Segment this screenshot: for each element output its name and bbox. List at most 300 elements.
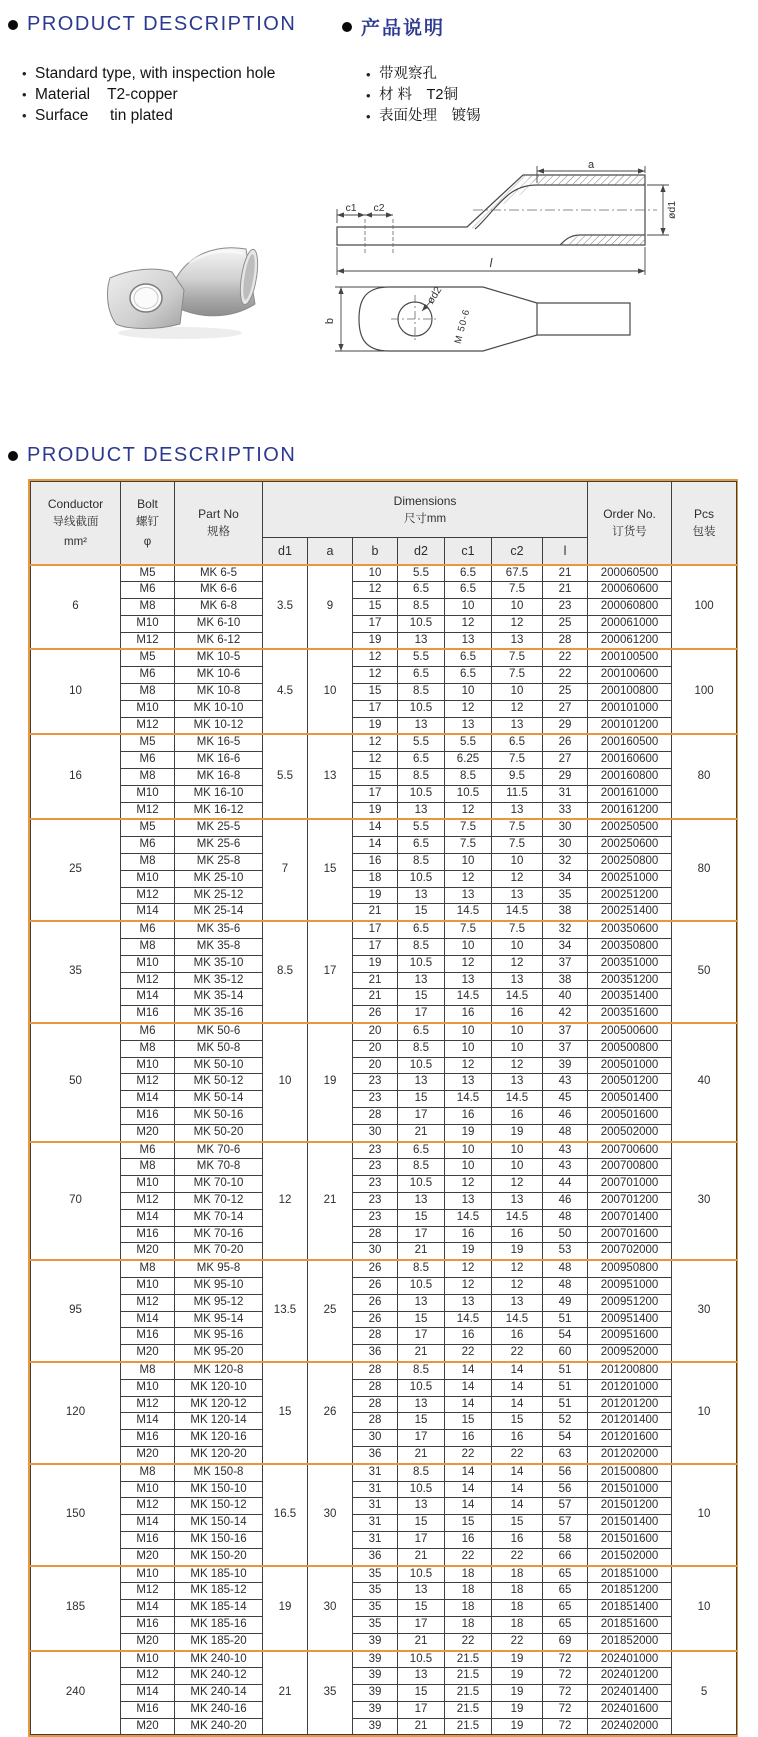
c1-cell: 12 bbox=[445, 1057, 492, 1074]
bolt-cell: M12 bbox=[121, 632, 175, 649]
part-no-cell: MK 10-10 bbox=[175, 700, 263, 717]
l-cell: 48 bbox=[543, 1124, 588, 1141]
spec-table bbox=[30, 481, 737, 1735]
l-cell: 49 bbox=[543, 1294, 588, 1311]
table-row bbox=[31, 1209, 737, 1226]
header-dim-d1: d1 bbox=[263, 538, 308, 565]
part-no-cell: MK 150-20 bbox=[175, 1548, 263, 1565]
c1-cell: 10 bbox=[445, 1142, 492, 1159]
c1-cell: 19 bbox=[445, 1124, 492, 1141]
c2-cell: 18 bbox=[492, 1600, 543, 1617]
l-cell: 21 bbox=[543, 582, 588, 599]
table-row bbox=[31, 769, 737, 786]
c1-cell: 12 bbox=[445, 870, 492, 887]
d2-cell: 8.5 bbox=[398, 1362, 445, 1379]
d2-cell: 13 bbox=[398, 1583, 445, 1600]
b-cell: 12 bbox=[353, 667, 398, 684]
order-no-cell: 201501400 bbox=[588, 1515, 672, 1532]
b-cell: 30 bbox=[353, 1124, 398, 1141]
a-cell: 9 bbox=[308, 565, 353, 650]
bolt-cell: M6 bbox=[121, 752, 175, 769]
l-cell: 54 bbox=[543, 1430, 588, 1447]
bolt-cell: M20 bbox=[121, 1548, 175, 1565]
a-cell: 19 bbox=[308, 1023, 353, 1142]
pcs-cell: 30 bbox=[672, 1142, 737, 1261]
l-cell: 51 bbox=[543, 1396, 588, 1413]
l-cell: 57 bbox=[543, 1515, 588, 1532]
bolt-cell: M10 bbox=[121, 785, 175, 802]
c1-cell: 10 bbox=[445, 939, 492, 956]
c1-cell: 14.5 bbox=[445, 989, 492, 1006]
bolt-cell: M14 bbox=[121, 1091, 175, 1108]
order-no-cell: 201201000 bbox=[588, 1379, 672, 1396]
c2-cell: 13 bbox=[492, 632, 543, 649]
c2-cell: 10 bbox=[492, 1159, 543, 1176]
b-cell: 19 bbox=[353, 955, 398, 972]
part-no-cell: MK 25-8 bbox=[175, 854, 263, 871]
c1-cell: 6.5 bbox=[445, 667, 492, 684]
c2-cell: 10 bbox=[492, 854, 543, 871]
c2-cell: 9.5 bbox=[492, 769, 543, 786]
c2-cell: 12 bbox=[492, 955, 543, 972]
bolt-cell: M5 bbox=[121, 819, 175, 836]
d2-cell: 6.5 bbox=[398, 1023, 445, 1040]
c2-cell: 16 bbox=[492, 1226, 543, 1243]
b-cell: 15 bbox=[353, 684, 398, 701]
d2-cell: 13 bbox=[398, 1396, 445, 1413]
l-cell: 34 bbox=[543, 870, 588, 887]
c2-cell: 22 bbox=[492, 1446, 543, 1463]
l-cell: 30 bbox=[543, 837, 588, 854]
table-row bbox=[31, 1040, 737, 1057]
section1-title-en-text: PRODUCT DESCRIPTION bbox=[27, 13, 297, 35]
part-no-cell: MK 35-16 bbox=[175, 1006, 263, 1023]
d2-cell: 8.5 bbox=[398, 854, 445, 871]
part-no-cell: MK 120-20 bbox=[175, 1446, 263, 1463]
part-no-cell: MK 50-6 bbox=[175, 1023, 263, 1040]
c1-cell: 21.5 bbox=[445, 1651, 492, 1668]
l-cell: 51 bbox=[543, 1311, 588, 1328]
l-cell: 63 bbox=[543, 1446, 588, 1463]
d2-cell: 6.5 bbox=[398, 1142, 445, 1159]
part-no-cell: MK 95-12 bbox=[175, 1294, 263, 1311]
bolt-cell: M12 bbox=[121, 1396, 175, 1413]
feature-list-zh bbox=[366, 64, 481, 127]
order-no-cell: 200701600 bbox=[588, 1226, 672, 1243]
c2-cell: 14 bbox=[492, 1362, 543, 1379]
bolt-cell: M14 bbox=[121, 1685, 175, 1702]
d2-cell: 13 bbox=[398, 887, 445, 904]
pcs-cell: 100 bbox=[672, 649, 737, 734]
c2-cell: 10 bbox=[492, 939, 543, 956]
c1-cell: 13 bbox=[445, 1192, 492, 1209]
bolt-cell: M8 bbox=[121, 1362, 175, 1379]
d2-cell: 10.5 bbox=[398, 1651, 445, 1668]
part-no-cell: MK 120-14 bbox=[175, 1413, 263, 1430]
d2-cell: 10.5 bbox=[398, 870, 445, 887]
d2-cell: 10.5 bbox=[398, 1566, 445, 1583]
bolt-cell: M10 bbox=[121, 1651, 175, 1668]
c1-cell: 5.5 bbox=[445, 734, 492, 751]
part-no-cell: MK 35-12 bbox=[175, 972, 263, 989]
bolt-cell: M10 bbox=[121, 1481, 175, 1498]
spec-table-body bbox=[31, 565, 737, 1735]
d1-cell: 3.5 bbox=[263, 565, 308, 650]
d2-cell: 21 bbox=[398, 1446, 445, 1463]
d2-cell: 17 bbox=[398, 1006, 445, 1023]
c2-cell: 7.5 bbox=[492, 921, 543, 938]
c2-cell: 13 bbox=[492, 802, 543, 819]
bolt-cell: M20 bbox=[121, 1243, 175, 1260]
c2-cell: 19 bbox=[492, 1651, 543, 1668]
section1-title-zh-text: 产品说明 bbox=[361, 18, 446, 39]
c2-cell: 19 bbox=[492, 1718, 543, 1735]
d2-cell: 15 bbox=[398, 1413, 445, 1430]
c1-cell: 10.5 bbox=[445, 785, 492, 802]
c2-cell: 7.5 bbox=[492, 837, 543, 854]
c1-cell: 21.5 bbox=[445, 1701, 492, 1718]
d2-cell: 17 bbox=[398, 1328, 445, 1345]
order-no-cell: 201851000 bbox=[588, 1566, 672, 1583]
d1-cell: 4.5 bbox=[263, 649, 308, 734]
c1-cell: 10 bbox=[445, 599, 492, 616]
c1-cell: 6.5 bbox=[445, 649, 492, 666]
bolt-cell: M12 bbox=[121, 1498, 175, 1515]
bolt-cell: M6 bbox=[121, 837, 175, 854]
a-cell: 25 bbox=[308, 1260, 353, 1362]
l-cell: 30 bbox=[543, 819, 588, 836]
table-row bbox=[31, 1616, 737, 1633]
order-no-cell: 201201400 bbox=[588, 1413, 672, 1430]
d1-cell: 21 bbox=[263, 1651, 308, 1735]
d2-cell: 15 bbox=[398, 904, 445, 921]
c1-cell: 14 bbox=[445, 1396, 492, 1413]
b-cell: 28 bbox=[353, 1379, 398, 1396]
bolt-cell: M8 bbox=[121, 1464, 175, 1481]
b-cell: 26 bbox=[353, 1277, 398, 1294]
c1-cell: 10 bbox=[445, 854, 492, 871]
d2-cell: 13 bbox=[398, 972, 445, 989]
d2-cell: 13 bbox=[398, 1192, 445, 1209]
b-cell: 26 bbox=[353, 1006, 398, 1023]
section2-title-en bbox=[8, 444, 296, 467]
b-cell: 15 bbox=[353, 599, 398, 616]
table-row bbox=[31, 1633, 737, 1650]
bolt-cell: M5 bbox=[121, 649, 175, 666]
table-row bbox=[31, 1379, 737, 1396]
part-no-cell: MK 6-10 bbox=[175, 615, 263, 632]
table-row bbox=[31, 1515, 737, 1532]
bullet-icon bbox=[8, 20, 18, 30]
pcs-cell: 30 bbox=[672, 1260, 737, 1362]
c1-cell: 22 bbox=[445, 1446, 492, 1463]
dim-label-b: b bbox=[324, 317, 336, 325]
l-cell: 44 bbox=[543, 1176, 588, 1193]
b-cell: 17 bbox=[353, 921, 398, 938]
l-cell: 60 bbox=[543, 1345, 588, 1362]
c2-cell: 7.5 bbox=[492, 819, 543, 836]
c1-cell: 14 bbox=[445, 1464, 492, 1481]
table-row bbox=[31, 939, 737, 956]
a-cell: 30 bbox=[308, 1566, 353, 1651]
part-no-cell: MK 120-8 bbox=[175, 1362, 263, 1379]
b-cell: 12 bbox=[353, 752, 398, 769]
b-cell: 30 bbox=[353, 1243, 398, 1260]
part-no-cell: MK 16-12 bbox=[175, 802, 263, 819]
a-cell: 15 bbox=[308, 819, 353, 921]
dim-label-l: l bbox=[489, 256, 493, 270]
bolt-cell: M8 bbox=[121, 1159, 175, 1176]
bolt-cell: M14 bbox=[121, 1515, 175, 1532]
c2-cell: 7.5 bbox=[492, 667, 543, 684]
bolt-cell: M14 bbox=[121, 1209, 175, 1226]
bolt-cell: M8 bbox=[121, 769, 175, 786]
d2-cell: 17 bbox=[398, 1701, 445, 1718]
d1-cell: 13.5 bbox=[263, 1260, 308, 1362]
bolt-cell: M8 bbox=[121, 1260, 175, 1277]
d1-cell: 10 bbox=[263, 1023, 308, 1142]
part-no-cell: MK 10-12 bbox=[175, 717, 263, 734]
conductor-cell: 240 bbox=[31, 1651, 121, 1735]
part-no-cell: MK 25-12 bbox=[175, 887, 263, 904]
d2-cell: 17 bbox=[398, 1226, 445, 1243]
part-no-cell: MK 240-16 bbox=[175, 1701, 263, 1718]
order-no-cell: 201200800 bbox=[588, 1362, 672, 1379]
part-no-cell: MK 150-12 bbox=[175, 1498, 263, 1515]
table-row bbox=[31, 1057, 737, 1074]
bolt-cell: M12 bbox=[121, 802, 175, 819]
l-cell: 48 bbox=[543, 1260, 588, 1277]
section2-title-en-text: PRODUCT DESCRIPTION bbox=[27, 444, 297, 466]
l-cell: 72 bbox=[543, 1668, 588, 1685]
c2-cell: 13 bbox=[492, 717, 543, 734]
b-cell: 19 bbox=[353, 802, 398, 819]
d2-cell: 13 bbox=[398, 717, 445, 734]
l-cell: 46 bbox=[543, 1108, 588, 1125]
pcs-cell: 10 bbox=[672, 1464, 737, 1566]
c2-cell: 12 bbox=[492, 1057, 543, 1074]
c1-cell: 16 bbox=[445, 1328, 492, 1345]
b-cell: 23 bbox=[353, 1142, 398, 1159]
section1-title-zh bbox=[342, 13, 445, 40]
b-cell: 28 bbox=[353, 1362, 398, 1379]
c1-cell: 14.5 bbox=[445, 1209, 492, 1226]
order-no-cell: 202401000 bbox=[588, 1651, 672, 1668]
order-no-cell: 200701000 bbox=[588, 1176, 672, 1193]
l-cell: 50 bbox=[543, 1226, 588, 1243]
header-dim-a: a bbox=[308, 538, 353, 565]
d2-cell: 10.5 bbox=[398, 1481, 445, 1498]
d2-cell: 8.5 bbox=[398, 769, 445, 786]
l-cell: 26 bbox=[543, 734, 588, 751]
bolt-cell: M20 bbox=[121, 1345, 175, 1362]
part-no-cell: MK 70-10 bbox=[175, 1176, 263, 1193]
c2-cell: 10 bbox=[492, 1040, 543, 1057]
b-cell: 20 bbox=[353, 1057, 398, 1074]
order-no-cell: 200101200 bbox=[588, 717, 672, 734]
table-row bbox=[31, 1226, 737, 1243]
table-row bbox=[31, 1668, 737, 1685]
c1-cell: 13 bbox=[445, 972, 492, 989]
d2-cell: 10.5 bbox=[398, 955, 445, 972]
order-no-cell: 201502000 bbox=[588, 1548, 672, 1565]
table-row bbox=[31, 1481, 737, 1498]
c2-cell: 14 bbox=[492, 1481, 543, 1498]
table-row bbox=[31, 1108, 737, 1125]
table-row bbox=[31, 1600, 737, 1617]
c1-cell: 14.5 bbox=[445, 904, 492, 921]
table-row bbox=[31, 1446, 737, 1463]
table-row bbox=[31, 599, 737, 616]
l-cell: 72 bbox=[543, 1718, 588, 1735]
order-no-cell: 200951400 bbox=[588, 1311, 672, 1328]
bolt-cell: M12 bbox=[121, 1294, 175, 1311]
part-no-cell: MK 240-12 bbox=[175, 1668, 263, 1685]
technical-drawing bbox=[324, 159, 725, 363]
order-no-cell: 200501600 bbox=[588, 1108, 672, 1125]
bolt-cell: M6 bbox=[121, 582, 175, 599]
table-row bbox=[31, 1718, 737, 1735]
table-row bbox=[31, 1176, 737, 1193]
bolt-cell: M20 bbox=[121, 1446, 175, 1463]
c2-cell: 6.5 bbox=[492, 734, 543, 751]
order-no-cell: 200952000 bbox=[588, 1345, 672, 1362]
bolt-cell: M12 bbox=[121, 887, 175, 904]
part-no-cell: MK 70-12 bbox=[175, 1192, 263, 1209]
d2-cell: 17 bbox=[398, 1616, 445, 1633]
b-cell: 20 bbox=[353, 1040, 398, 1057]
b-cell: 12 bbox=[353, 582, 398, 599]
b-cell: 23 bbox=[353, 1074, 398, 1091]
table-row bbox=[31, 870, 737, 887]
c2-cell: 10 bbox=[492, 1142, 543, 1159]
b-cell: 23 bbox=[353, 1159, 398, 1176]
order-no-cell: 200950800 bbox=[588, 1260, 672, 1277]
c2-cell: 11.5 bbox=[492, 785, 543, 802]
table-row bbox=[31, 1701, 737, 1718]
d2-cell: 13 bbox=[398, 1294, 445, 1311]
d2-cell: 21 bbox=[398, 1718, 445, 1735]
d2-cell: 15 bbox=[398, 1091, 445, 1108]
l-cell: 23 bbox=[543, 599, 588, 616]
dim-label-c1: c1 bbox=[345, 202, 357, 214]
bolt-cell: M12 bbox=[121, 1192, 175, 1209]
order-no-cell: 200250800 bbox=[588, 854, 672, 871]
b-cell: 17 bbox=[353, 700, 398, 717]
conductor-cell: 95 bbox=[31, 1260, 121, 1362]
c1-cell: 22 bbox=[445, 1548, 492, 1565]
l-cell: 25 bbox=[543, 684, 588, 701]
table-row bbox=[31, 1142, 737, 1159]
table-row bbox=[31, 752, 737, 769]
d2-cell: 5.5 bbox=[398, 565, 445, 582]
order-no-cell: 201501600 bbox=[588, 1531, 672, 1548]
bolt-cell: M20 bbox=[121, 1633, 175, 1650]
d2-cell: 10.5 bbox=[398, 615, 445, 632]
order-no-cell: 202401200 bbox=[588, 1668, 672, 1685]
l-cell: 72 bbox=[543, 1685, 588, 1702]
l-cell: 69 bbox=[543, 1633, 588, 1650]
c2-cell: 19 bbox=[492, 1685, 543, 1702]
table-row bbox=[31, 1192, 737, 1209]
l-cell: 21 bbox=[543, 565, 588, 582]
table-row bbox=[31, 1498, 737, 1515]
table-row bbox=[31, 1430, 737, 1447]
b-cell: 35 bbox=[353, 1600, 398, 1617]
b-cell: 36 bbox=[353, 1548, 398, 1565]
c1-cell: 13 bbox=[445, 632, 492, 649]
d1-cell: 12 bbox=[263, 1142, 308, 1261]
d2-cell: 8.5 bbox=[398, 599, 445, 616]
b-cell: 17 bbox=[353, 939, 398, 956]
b-cell: 39 bbox=[353, 1718, 398, 1735]
order-no-cell: 200160500 bbox=[588, 734, 672, 751]
header-part-no: Part No 规格 bbox=[175, 482, 263, 565]
l-cell: 28 bbox=[543, 632, 588, 649]
order-no-cell: 200061200 bbox=[588, 632, 672, 649]
part-no-cell: MK 50-14 bbox=[175, 1091, 263, 1108]
c2-cell: 19 bbox=[492, 1243, 543, 1260]
order-no-cell: 200351600 bbox=[588, 1006, 672, 1023]
order-no-cell: 200160600 bbox=[588, 752, 672, 769]
d2-cell: 15 bbox=[398, 1515, 445, 1532]
b-cell: 15 bbox=[353, 769, 398, 786]
c1-cell: 7.5 bbox=[445, 819, 492, 836]
table-row bbox=[31, 955, 737, 972]
bolt-cell: M8 bbox=[121, 1040, 175, 1057]
conductor-cell: 10 bbox=[31, 649, 121, 734]
c2-cell: 10 bbox=[492, 1023, 543, 1040]
c1-cell: 12 bbox=[445, 955, 492, 972]
bolt-cell: M5 bbox=[121, 734, 175, 751]
l-cell: 32 bbox=[543, 854, 588, 871]
bolt-cell: M12 bbox=[121, 717, 175, 734]
header-dim-b: b bbox=[353, 538, 398, 565]
c1-cell: 13 bbox=[445, 1074, 492, 1091]
c2-cell: 22 bbox=[492, 1633, 543, 1650]
pcs-cell: 5 bbox=[672, 1651, 737, 1735]
b-cell: 35 bbox=[353, 1583, 398, 1600]
b-cell: 35 bbox=[353, 1566, 398, 1583]
part-no-cell: MK 25-6 bbox=[175, 837, 263, 854]
table-row bbox=[31, 1124, 737, 1141]
part-no-cell: MK 240-10 bbox=[175, 1651, 263, 1668]
b-cell: 31 bbox=[353, 1481, 398, 1498]
table-row bbox=[31, 921, 737, 938]
b-cell: 10 bbox=[353, 565, 398, 582]
part-no-cell: MK 16-8 bbox=[175, 769, 263, 786]
d1-cell: 15 bbox=[263, 1362, 308, 1464]
order-no-cell: 200060800 bbox=[588, 599, 672, 616]
c2-cell: 67.5 bbox=[492, 565, 543, 582]
conductor-cell: 70 bbox=[31, 1142, 121, 1261]
c1-cell: 13 bbox=[445, 717, 492, 734]
dim-label-d1: ød1 bbox=[666, 200, 678, 220]
table-row bbox=[31, 1311, 737, 1328]
b-cell: 20 bbox=[353, 1023, 398, 1040]
l-cell: 56 bbox=[543, 1481, 588, 1498]
d2-cell: 6.5 bbox=[398, 582, 445, 599]
b-cell: 31 bbox=[353, 1498, 398, 1515]
part-no-cell: MK 35-6 bbox=[175, 921, 263, 938]
conductor-cell: 6 bbox=[31, 565, 121, 650]
header-bolt: Bolt 螺钉 φ bbox=[121, 482, 175, 565]
b-cell: 14 bbox=[353, 837, 398, 854]
conductor-cell: 25 bbox=[31, 819, 121, 921]
part-no-cell: MK 95-14 bbox=[175, 1311, 263, 1328]
l-cell: 52 bbox=[543, 1413, 588, 1430]
part-no-cell: MK 70-20 bbox=[175, 1243, 263, 1260]
